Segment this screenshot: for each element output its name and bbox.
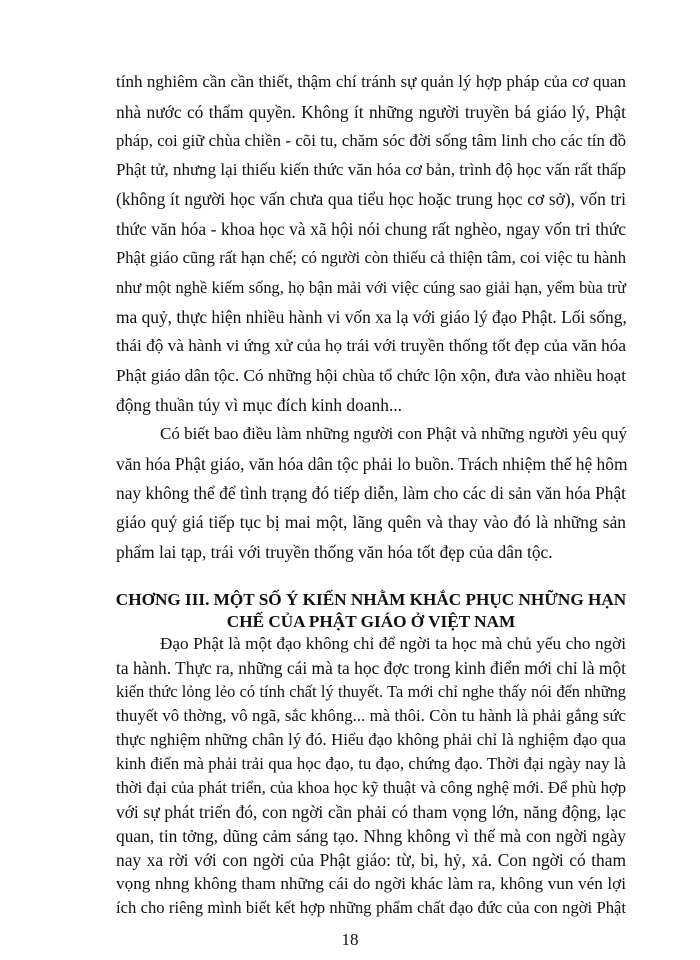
chapter-heading-line: CHẾ CỦA PHẬT GIÁO Ở VIỆT NAM [226, 612, 516, 631]
paragraph-1-line: (không ít người học vấn chưa qua tiểu học hoặc trung học cơ sở), vốn tri [116, 189, 626, 209]
paragraph-1-line: thái độ và hành vi ứng xử của họ trái với truyền thống tốt đẹp của văn hóa [116, 336, 626, 355]
paragraph-3-line: thực nghiệm những chân lý đó. Hiểu đạo không phải chỉ là nghiệm đạo qua [116, 730, 626, 749]
paragraph-1-line: thức văn hóa - khoa học và xã hội nói chung rất nghèo, ngay vốn tri thức [116, 219, 626, 239]
paragraph-3-line: thời đại của phát triển, của khoa học kỹ thuật và công nghệ mới. Để phù hợp [116, 778, 626, 797]
paragraph-1-line: ma quỷ, thực hiện nhiều hành vi vốn xa lạ với giáo lý đạo Phật. Lối sống, [116, 307, 627, 327]
paragraph-3-line: nay xa rời với con ngời của Phật giáo: từ, bi, hỷ, xả. Con ngời có tham [116, 850, 626, 870]
paragraph-3-line: với sự phát triển đó, con ngời cần phải có tham vọng lớn, năng động, lạc [116, 802, 626, 822]
paragraph-3-line: quan, tin tởng, dũng cảm sáng tạo. Nhng không vì thế mà con ngời ngày [116, 826, 626, 846]
paragraph-3-line: kinh điển mà phải trải qua học đạo, tu đạo, chứng đạo. Thời đại ngày nay là [116, 754, 626, 773]
paragraph-2-line: văn hóa Phật giáo, văn hóa dân tộc phải lo buồn. Trách nhiệm thế hệ hôm [116, 454, 628, 474]
paragraph-1-line: Phật giáo dân tộc. Có những hội chùa tổ chức lộn xộn, đưa vào nhiều hoạt [116, 366, 626, 385]
paragraph-1-line: Phật tử, nhưng lại thiếu kiến thức văn hóa cơ bản, trình độ học vấn rất thấp [116, 160, 626, 179]
paragraph-3-line: thuyết vô thờng, vô ngã, sắc không... mà thôi. Còn tu hành là phải gắng sức [116, 706, 626, 725]
paragraph-2-line: nay không thể để tình trạng đó tiếp diễn, làm cho các di sản văn hóa Phật [116, 483, 626, 503]
page-number: 18 [341, 930, 359, 949]
paragraph-3-line: Đạo Phật là một đạo không chỉ để ngời ta học mà chủ yếu cho ngời [160, 634, 626, 653]
paragraph-1-line: động thuần túy vì mục đích kinh doanh... [116, 395, 402, 415]
paragraph-2-line: phẩm lai tạp, trái với truyền thống văn hóa tốt đẹp của dân tộc. [116, 542, 553, 562]
paragraph-1-line: pháp, coi giữ chùa chiền - cõi tu, chăm sóc đời sống tâm linh cho các tín đồ [116, 131, 626, 150]
paragraph-3-line: ích cho riêng mình biết kết hợp những phẩm chất đạo đức của con ngời Phật [116, 898, 626, 917]
paragraph-3-line: kiến thức lỏng lẻo có tính chất lý thuyết. Ta mới chỉ nghe thấy nói đến những [116, 682, 626, 701]
paragraph-1-line: tính nghiêm cần cần thiết, thậm chí tránh sự quản lý hợp pháp của cơ quan [116, 72, 626, 91]
paragraph-2-line: giáo quý giá tiếp tục bị mai một, lãng quên và thay vào đó là những sản [116, 512, 626, 532]
chapter-heading-line: CHƠNG III. MỘT SỐ Ý KIẾN NHẰM KHẮC PHỤC NHỮNG HẠN [115, 590, 627, 609]
paragraph-3-line: vọng nhng không tham những cái do ngời khác làm ra, không vun vén lợi [116, 874, 626, 893]
paragraph-3-line: ta hành. Thực ra, những cái mà ta học đợc trong kinh điển mới chỉ là một [116, 658, 626, 678]
paragraph-1-line: nhà nước có thẩm quyền. Không ít những người truyền bá giáo lý, Phật [116, 102, 626, 122]
paragraph-1-line: Phật giáo cũng rất hạn chế; có người còn thiếu cả thiện tâm, coi việc tu hành [116, 248, 626, 267]
paragraph-1-line: như một nghề kiếm sống, họ bận mải với việc cúng sao giải hạn, yểm bùa trừ [116, 278, 626, 297]
paragraph-2-line: Có biết bao điều làm những người con Phật và những người yêu quý [160, 424, 628, 443]
